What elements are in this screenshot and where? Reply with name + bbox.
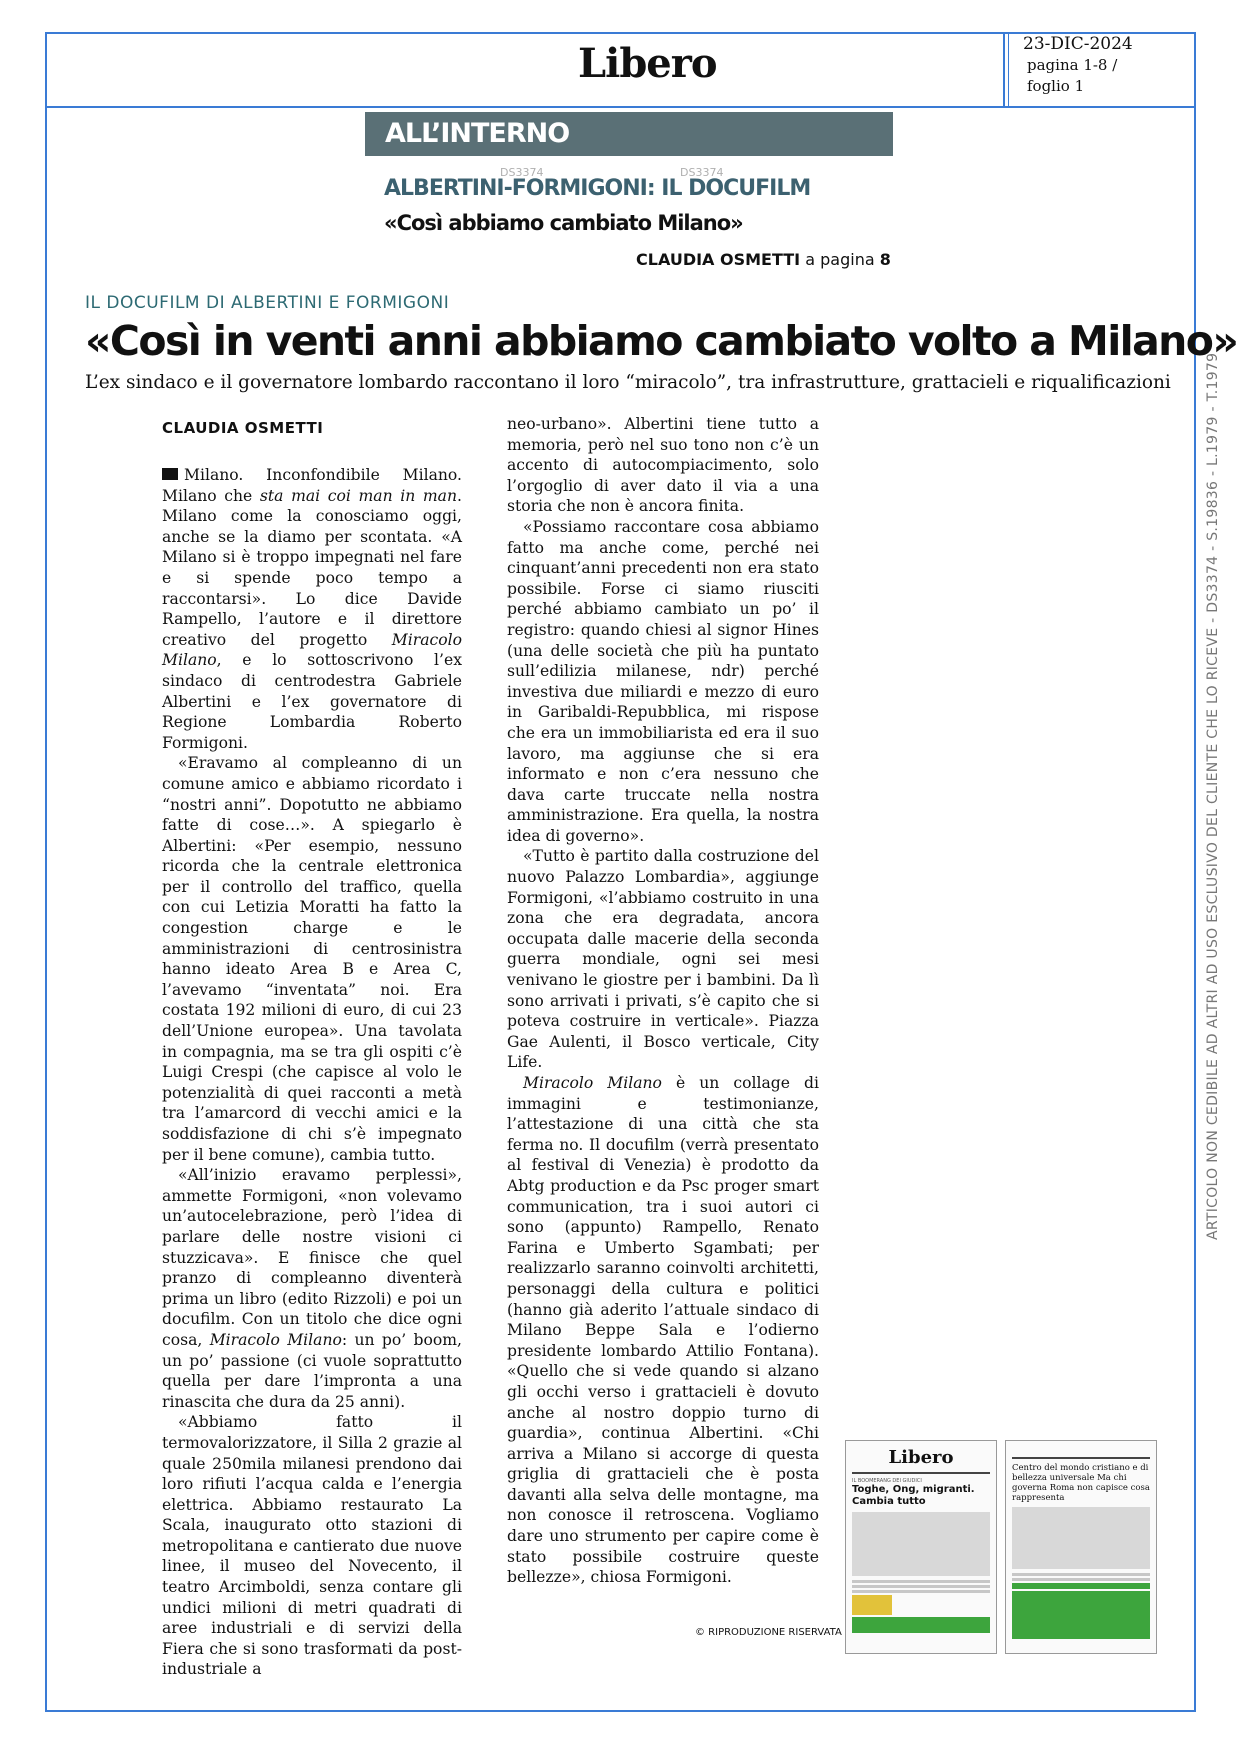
header-vertical-divider (1003, 32, 1005, 106)
newspaper-logo: Libero (578, 40, 717, 87)
teaser-title: «Così abbiamo cambiato Milano» (384, 211, 743, 235)
rights-side-note: ARTICOLO NON CEDIBILE AD ALTRI AD USO ESCLUSIVO DEL CLIENTE CHE LO RICEVE - DS3374 - S.19836 - L.1979 - T.1979 (1205, 352, 1221, 1240)
front-page-thumbnail (845, 1440, 997, 1654)
teaser-author: CLAUDIA OSMETTI (636, 250, 801, 269)
thumbnail-title: Centro del mondo cristiano e di bellezza universale Ma chi governa Roma non capisce cosa rappresenta (1012, 1463, 1150, 1503)
article-column-1 (162, 465, 462, 1680)
paragraph: neo-urbano». Albertini tiene tutto a memoria, però nel suo tono non c’è un accento di autocompiacimento, solo l’orgoglio di aver dato il via a una storia che non è ancora finita. (507, 415, 819, 516)
thumbnail-title: Toghe, Ong, migranti. Cambia tutto (852, 1484, 975, 1507)
teaser-page-reference (636, 250, 891, 269)
teaser-page-text: a pagina (805, 250, 875, 269)
header-divider-line (45, 106, 1196, 108)
lead-square-marker (162, 468, 178, 480)
paragraph: «Possiamo raccontare cosa abbiamo fatto ma anche come, perché nei cinquant’anni precedenti non era stato possibile. Forse ci siamo riusciti perché abbiamo cambiato un po’ il registro: quando chiesi al signor Hines (una delle società che più ha puntato sull’edilizia milanese, ndr) perché investiva due miliardi e mezzo di euro in Garibaldi-Repubblica, mi rispose che era un immobiliarista ed era il suo lavoro, ma aggiunse che si era informato e non c’era nessuno che dava carte truccate nella nostra amministrazione. Era quella, la nostra idea di governo». (507, 517, 819, 845)
clipping-date: 23-DIC-2024 (1023, 34, 1133, 54)
paragraph: «All’inizio eravamo perplessi», ammette Formigoni, «non volevamo un’autocelebrazione, però l’idea di parlare delle nostre visioni ci stuzzicava». E finisce che quel pranzo di compleanno diventerà prima un libro (edito Rizzoli) e poi un docufilm. Con un titolo che dice ogni cosa, Miracolo Milano: un po’ boom, un po’ passione (ci vuole soprattutto quella per dare l’impronta a una rinascita che dura da 25 anni). (162, 1166, 462, 1411)
clipping-meta (1023, 34, 1133, 97)
paragraph: Milano. Inconfondibile Milano. Milano che sta mai coi man in man. Milano come la conosciamo oggi, anche se la diamo per scontata. «A Milano si è troppo impegnati nel fare e si spende poco tempo a raccontarsi». Lo dice Davide Rampello, l’autore e il direttore creativo del progetto Miracolo Milano, e lo sottoscrivono l’ex sindaco di centrodestra Gabriele Albertini e l’ex governatore di Regione Lombardia Roberto Formigoni. (162, 466, 462, 752)
thumbnail-ad-green (852, 1617, 990, 1633)
paragraph: Miracolo Milano è un collage di immagini e testimonianze, l’attestazione di una città che sta ferma no. Il docufilm (verrà presentato al festival di Venezia) è prodotto da Abtg production e da Psc proger smart communication, tra i suoi autori ci sono (appunto) Rampello, Renato Farina e Umberto Sgambati; per realizzarlo saranno coinvolti architetti, personaggi della cultura e politici (hanno già aderito l’attuale sindaco di Milano Beppe Sala e l’odierno presidente lombardo Attilio Fontana). «Quello che si vede quando si alzano gli occhi verso i grattacieli è dovuto anche al nostro doppio turno di guardia», continua Albertini. «Chi arriva a Milano si accorge di questa griglia di grattacieli che è posta davanti alla selva delle montagne, ma non conosce il retroscena. Vogliamo dare uno strumento per capire come è stato possibile costruire queste bellezze», chiosa Formigoni. (507, 1074, 819, 1587)
header-vertical-divider-inner (1008, 32, 1009, 106)
ds-stamp: DS3374 (680, 166, 724, 179)
clipping-sheet: foglio 1 (1027, 77, 1085, 95)
teaser-page-number: 8 (879, 250, 891, 269)
thumbnail-photo (852, 1512, 990, 1576)
inside-page-thumbnail (1005, 1440, 1157, 1654)
teaser-kicker: ALBERTINI-FORMIGONI: IL DOCUFILM (384, 176, 811, 201)
ds-stamp: DS3374 (500, 166, 544, 179)
paragraph: «Eravamo al compleanno di un comune amico e abbiamo ricordato i “nostri anni”. Dopotutto ne abbiamo fatte di cose…». A spiegarlo è Albertini: «Per esempio, nessuno ricorda che la centrale elettronica per il controllo del traffico, quella con cui Letizia Moratti ha fatto la congestion charge e le amministrazioni di centrosinistra hanno ideato Area B e Area C, l’avevamo “inventata” noi. Era costata 192 milioni di euro, di cui 23 dell’Unione europea». Una tavolata in compagnia, ma se tra gli ospiti c’è Luigi Crespi (che capisce al volo le potenzialità di quei racconti a metà tra l’amarcord di vecchi amici e la soddisfazione di chi s’è impegnato per il bene comune), cambia tutto. (162, 754, 462, 1164)
thumbnail-logo: Libero (888, 1447, 954, 1468)
thumbnail-highlighted-article (1012, 1591, 1150, 1639)
article-headline: «Così in venti anni abbiamo cambiato volto a Milano» (85, 317, 1238, 365)
thumbnail-photo (1012, 1507, 1150, 1569)
article-subheadline: L’ex sindaco e il governatore lombardo raccontano il loro “miracolo”, tra infrastrutture, grattacieli e riqualificazioni (85, 372, 1171, 393)
paragraph: «Abbiamo fatto il termovalorizzatore, il Silla 2 grazie al quale 250mila milanesi prendono dai loro rifiuti l’acqua calda e l’energia elettrica. Abbiamo restaurato La Scala, inaugurato otto stazioni di metropolitana e cantierato due nuove linee, il museo del Novecento, il teatro Arcimboldi, senza contare gli undici milioni di metri quadrati di aree industriali e di servizi della Fiera che si sono trasformati da post-industriale a (162, 1413, 462, 1679)
clipping-pages: pagina 1-8 / (1027, 56, 1118, 74)
thumbnail-kicker: IL BOOMERANG DEI GIUDICI (852, 1478, 922, 1484)
thumbnail-ad (852, 1595, 892, 1615)
article-column-2 (507, 414, 819, 1588)
inside-banner: ALL’INTERNO (365, 112, 893, 156)
paragraph: «Tutto è partito dalla costruzione del nuovo Palazzo Lombardia», aggiunge Formigoni, «l’abbiamo costruito in una zona che era degradata, ancora occupata dalle macerie della seconda guerra mondiale, ogni sei mesi venivano le giostre per i bambini. Da lì sono arrivati i privati, s’è capito che si poteva costruire in verticale». Piazza Gae Aulenti, il Bosco verticale, City Life. (507, 847, 819, 1072)
article-kicker: IL DOCUFILM DI ALBERTINI E FORMIGONI (85, 293, 450, 313)
copyright-notice: © RIPRODUZIONE RISERVATA (695, 1627, 842, 1638)
article-byline: CLAUDIA OSMETTI (162, 419, 324, 437)
